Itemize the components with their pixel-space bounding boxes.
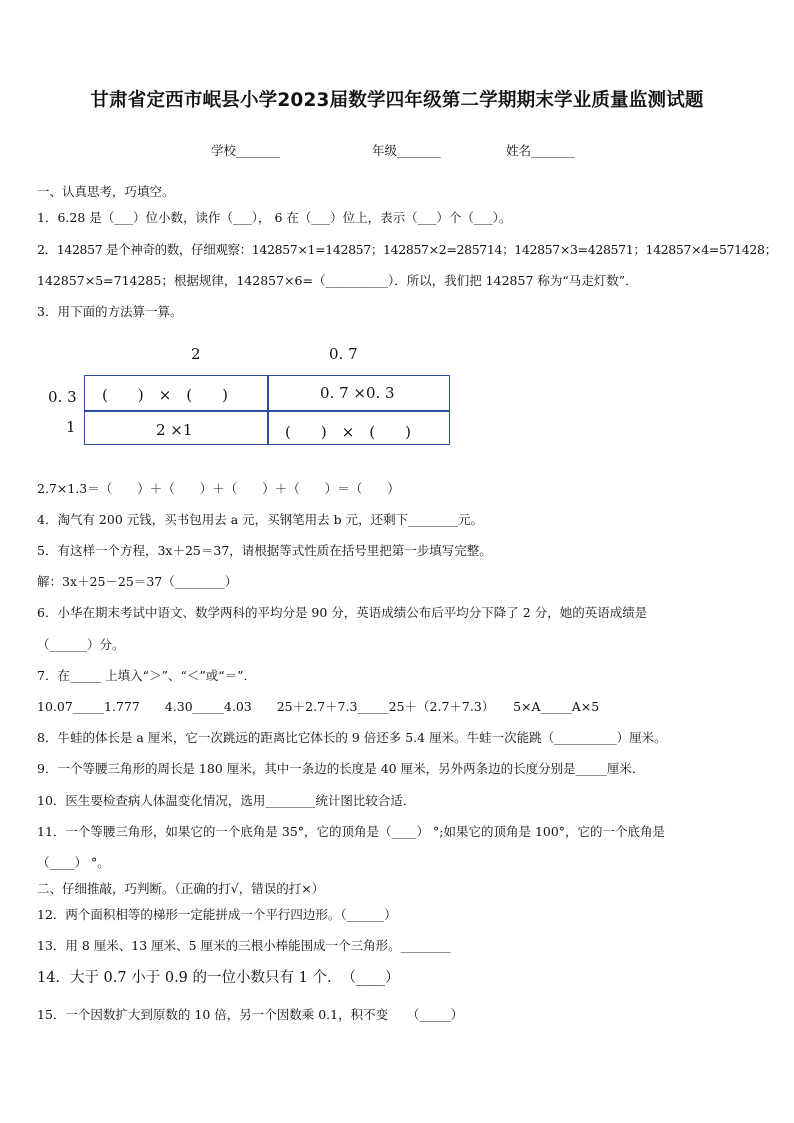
- question-11-line-1: 11．一个等腰三角形，如果它的一个底角是 35°，它的顶角是（____） °;如果它的顶角是 100°，它的一个底角是: [37, 824, 666, 839]
- table-col-header-1: 2: [191, 345, 201, 363]
- question-6-line-2: （______）分。: [37, 637, 125, 652]
- question-1: 1．6.28 是（___）位小数，读作（___）， 6 在（___）位上，表示（___）个（___）。: [37, 210, 512, 225]
- section-heading-fill-in: 一、认真思考，巧填空。: [37, 184, 175, 199]
- question-15: 15．一个因数扩大到原数的 10 倍，另一个因数乘 0.1，积不变 （_____）: [37, 1007, 464, 1022]
- question-5: 5．有这样一个方程，3x＋25＝37，请根据等式性质在括号里把第一步填写完整。: [37, 543, 492, 558]
- question-10: 10．医生要检查病人体温变化情况，选用________统计图比较合适．: [37, 793, 416, 808]
- question-8: 8．牛蛙的体长是 a 厘米，它一次跳远的距离比它体长的 9 倍还多 5.4 厘米。牛蛙一次能跳（__________）厘米。: [37, 730, 667, 745]
- grid-cell-1-1: ( ) × ( ): [102, 386, 228, 404]
- table-row-header-2: 1: [66, 418, 76, 436]
- question-11-line-2: （____） °。: [37, 855, 110, 870]
- grade-field[interactable]: 年级_______: [372, 143, 441, 158]
- question-2-line-1: 2．142857 是个神奇的数，仔细观察：142857×1=142857；142857×2=285714；142857×3=428571；142857×4=571428；: [37, 242, 777, 257]
- question-3-equation: 2.7×1.3＝（ ）＋（ ）＋（ ）＋（ ）＝（ ）: [37, 481, 400, 496]
- question-9: 9．一个等腰三角形的周长是 180 厘米，其中一条边的长度是 40 厘米，另外两条边的长度分别是_____厘米．: [37, 761, 645, 776]
- table-col-header-2: 0. 7: [329, 345, 358, 363]
- grid-cell-2-1: 2 ×1: [156, 421, 193, 439]
- question-14: 14．大于 0.7 小于 0.9 的一位小数只有 1 个． （____）: [37, 970, 400, 986]
- school-field[interactable]: 学校_______: [211, 143, 280, 158]
- question-3: 3．用下面的方法算一算。: [37, 304, 183, 319]
- question-5-solution: 解：3x＋25－25＝37（________）: [37, 574, 238, 589]
- grid-cell-2-2: ( ) × ( ): [285, 423, 411, 441]
- page-title: 甘肃省定西市岷县小学2023届数学四年级第二学期期末学业质量监测试题: [90, 90, 704, 111]
- section-heading-judge: 二、仔细推敲，巧判断。（正确的打√，错误的打×）: [37, 881, 325, 896]
- question-7: 7．在_____ 上填入“＞”、“＜”或“＝”．: [37, 668, 257, 683]
- grid-cell-1-2: 0. 7 ×0. 3: [320, 384, 395, 402]
- grid-divider-horizontal: [85, 410, 449, 412]
- question-6-line-1: 6．小华在期末考试中语文、数学两科的平均分是 90 分，英语成绩公布后平均分下降了 2 分，她的英语成绩是: [37, 605, 648, 620]
- question-12: 12．两个面积相等的梯形一定能拼成一个平行四边形。（______）: [37, 907, 397, 922]
- question-7-items: 10.07_____1.777 4.30_____4.03 25＋2.7＋7.3_____25＋（2.7＋7.3） 5×A_____A×5: [37, 699, 600, 714]
- question-4: 4．淘气有 200 元钱，买书包用去 a 元，买钢笔用去 b 元，还剩下________元。: [37, 512, 484, 527]
- question-2-line-2: 142857×5=714285；根据规律，142857×6=（__________）．所以，我们把 142857 称为“马走灯数”．: [37, 273, 638, 288]
- table-row-header-1: 0. 3: [48, 388, 77, 406]
- question-13: 13．用 8 厘米、13 厘米、5 厘米的三根小棒能围成一个三角形。________: [37, 938, 451, 953]
- name-field[interactable]: 姓名_______: [506, 143, 575, 158]
